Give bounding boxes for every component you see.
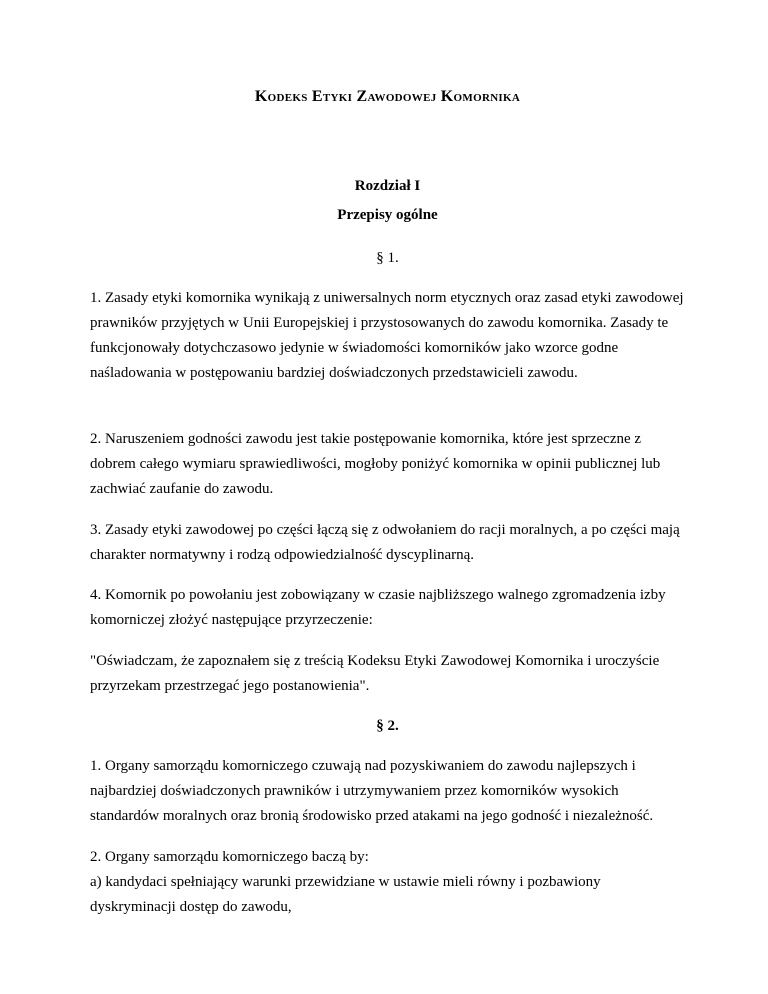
section-2-paragraph-1: 1. Organy samorządu komorniczego czuwają nad pozyskiwaniem do zawodu najlepszych i najbardziej doświadczonych prawników i utrzymywaniem przez komorników wysokich standardów moralnych oraz bronią środowisko przed atakami na jego godność i niezależność.: [90, 758, 654, 824]
section-1-paragraph-1: 1. Zasady etyki komornika wynikają z uniwersalnych norm etycznych oraz zasad etyki zawodowej prawników przyjętych w Unii Europejskiej i przystosowanych do zawodu komornika. Zasady te funkcjonowały dotychczasowo jedynie w świadomości komorników jako wzorce godne naśladowania w postępowaniu bardziej doświadczonych przedstawicieli zawodu.: [90, 290, 684, 381]
document-title: Kodeks Etyki Zawodowej Komornika: [254, 88, 521, 105]
section-2-paragraph-2: 2. Organy samorządu komorniczego baczą by:: [90, 849, 369, 865]
chapter-label: Rozdział I: [354, 178, 421, 194]
section-1-paragraph-3: 3. Zasady etyki zawodowej po części łączą się z odwołaniem do racji moralnych, a po części mają charakter normatywny i rodzą odpowiedzialność dyscyplinarną.: [90, 522, 680, 563]
section-2-paragraph-3: a) kandydaci spełniający warunki przewidziane w ustawie mieli równy i pozbawiony dyskryminacji dostęp do zawodu,: [90, 874, 601, 915]
section-1-paragraph-4: 4. Komornik po powołaniu jest zobowiązany w czasie najbliższego walnego zgromadzenia izby komorniczej złożyć następujące przyrzeczenie:: [90, 587, 666, 628]
section-2-heading: § 2.: [376, 718, 399, 734]
section-1-paragraph-2: 2. Naruszeniem godności zawodu jest takie postępowanie komornika, które jest sprzeczne z dobrem całego wymiaru sprawiedliwości, mogłoby poniżyć komornika w opinii publicznej lub zachwiać zaufanie do zawodu.: [90, 431, 661, 497]
chapter-name: Przepisy ogólne: [337, 207, 438, 223]
section-1-heading: [90, 246, 685, 271]
section-1-heading-text: § 1.: [376, 250, 399, 266]
section-1-paragraph-5: "Oświadczam, że zapoznałem się z treścią Kodeksu Etyki Zawodowej Komornika i uroczyście przyrzekam przestrzegać jego postanowienia".: [90, 653, 660, 694]
